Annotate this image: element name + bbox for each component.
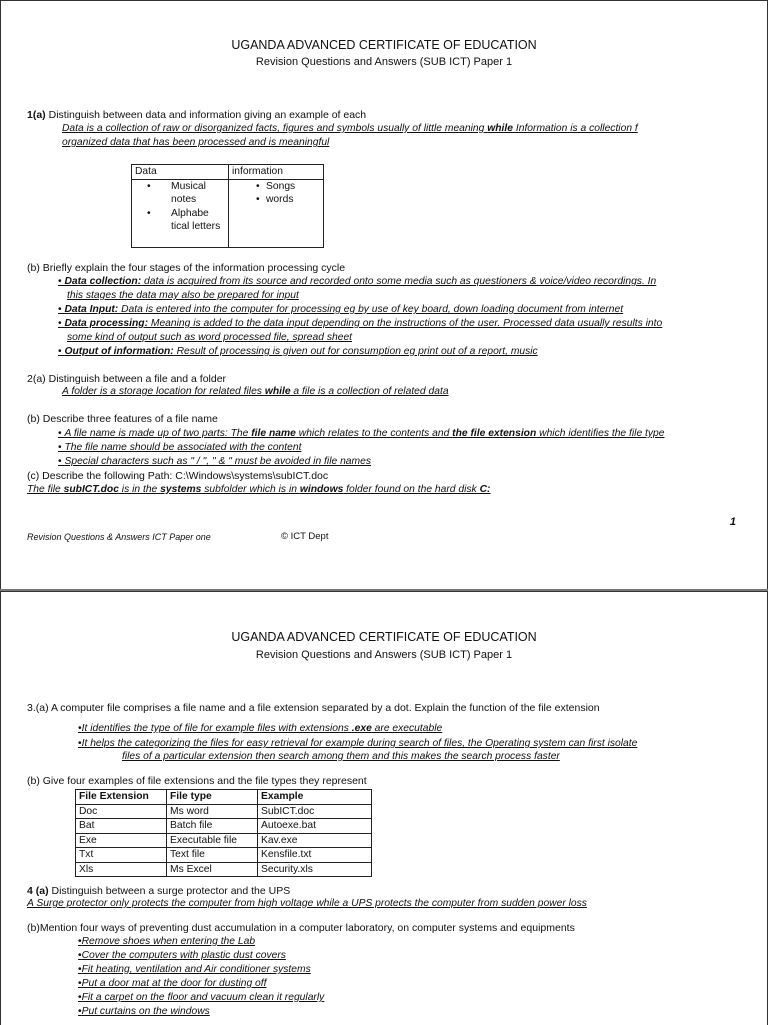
table-row <box>76 819 372 834</box>
question-number: 4 (a) <box>27 885 49 897</box>
list-item-file-name-content: • The file name should be associated with the content <box>58 442 302 453</box>
item-text: It helps the categorizing the files for easy retrieval for example during search of files, the Operating system can first isolate <box>81 738 638 749</box>
question-text: Briefly explain the four stages of the information processing cycle <box>42 262 346 274</box>
page-subtitle: Revision Questions and Answers (SUB ICT) Paper 1 <box>255 56 513 68</box>
list-item-data-processing-cont: some kind of output such as word processed file, spread sheet <box>67 332 353 343</box>
answer-4a: A Surge protector only protects the computer from high voltage while a UPS protects the computer from sudden power loss <box>27 898 587 909</box>
answer-text: a file is a collection of related data <box>290 386 449 397</box>
table-cell: Xls <box>76 862 167 877</box>
answer-text: folder found on the hard disk <box>343 484 480 495</box>
table-cell: Doc <box>76 804 167 819</box>
item-text: which relates to the contents and <box>295 428 453 439</box>
question-number: (c) <box>27 470 40 482</box>
question-text: Describe the following Path: C:\Windows\systems\subICT.doc <box>42 470 329 482</box>
stage-label: Data processing: <box>64 318 149 329</box>
list-item-extension-categorize-cont: files of a particular extension then search among them and this makes the search process faster <box>122 751 560 762</box>
list-item: • Alphabe tical letters <box>143 207 225 234</box>
list-item: • Musical notes <box>143 180 225 207</box>
table-cell: Kensfile.txt <box>258 848 372 863</box>
list-item-extension-categorize: •It helps the categorizing the files for easy retrieval for example during search of files, the Operating system can first isolate <box>78 738 638 749</box>
question-1a <box>27 109 366 121</box>
list-item: • Songs <box>252 180 320 194</box>
table-cell: Executable file <box>167 833 258 848</box>
table-header: File type <box>167 790 258 805</box>
question-number: 1(a) <box>27 109 46 121</box>
question-3b <box>27 775 367 787</box>
question-text: Mention four ways of preventing dust accumulation in a computer laboratory, on computer systems and equipments <box>39 922 575 934</box>
list-item-output: • Output of information: Result of processing is given out for consumption eg print out of a report, music <box>58 346 538 357</box>
table-cell: Ms word <box>167 804 258 819</box>
list-item-dust-3: •Fit heating, ventilation and Air conditioner systems <box>78 964 311 975</box>
question-4b <box>27 922 575 934</box>
item-text: Put a door mat at the door for dusting off <box>81 978 267 989</box>
answer-keyword: while <box>487 123 513 134</box>
table-header-row <box>76 790 372 805</box>
question-number: (b) <box>27 262 40 274</box>
answer-text: A folder is a storage location for related files <box>62 386 265 397</box>
table-cell: Autoexe.bat <box>258 819 372 834</box>
item-text: are executable <box>371 723 443 734</box>
list-item-extension-type: •It identifies the type of file for example files with extensions .exe are executable <box>78 723 443 734</box>
list-item-special-characters: • Special characters such as " / ", " & " must be avoided in file names <box>58 456 371 467</box>
answer-text: is in the <box>118 484 161 495</box>
item-keyword: the file extension <box>452 428 537 439</box>
table-cell: Bat <box>76 819 167 834</box>
answer-text: Information is a collection f <box>513 123 638 134</box>
item-keyword: file name <box>251 428 296 439</box>
stage-label: Data Input: <box>64 304 119 315</box>
table-row <box>76 833 372 848</box>
data-information-table <box>131 164 324 248</box>
list-item-data-input: • Data Input: Data is entered into the computer for processing eg by use of key board, down loading document from internet <box>58 304 624 315</box>
list-item-dust-2: •Cover the computers with plastic dust covers <box>78 950 286 961</box>
page-title: UGANDA ADVANCED CERTIFICATE OF EDUCATION <box>231 630 537 644</box>
question-text: Distinguish between data and information giving an example of each <box>48 109 367 121</box>
list-item-dust-4: •Put a door mat at the door for dusting off <box>78 978 267 989</box>
answer-keyword: systems <box>160 484 202 495</box>
item-text: Fit a carpet on the floor and vacuum clean it regularly <box>81 992 325 1003</box>
answer-1a-line2: organized data that has been processed and is meaningful <box>62 137 330 148</box>
stage-label: Data collection: <box>64 276 142 287</box>
table-cell: Ms Excel <box>167 862 258 877</box>
answer-text: The file <box>27 484 64 495</box>
table-cell: Txt <box>76 848 167 863</box>
answer-keyword: C: <box>479 484 491 495</box>
file-extensions-table <box>75 789 372 877</box>
list-item-dust-1: •Remove shoes when entering the Lab <box>78 936 256 947</box>
footer-copyright: © ICT Dept <box>281 531 329 542</box>
table-header-information: information <box>229 165 324 180</box>
question-text: Give four examples of file extensions and the file types they represent <box>42 775 367 787</box>
table-cell: Security.xls <box>258 862 372 877</box>
table-header-data: Data <box>132 165 229 180</box>
question-text: Describe three features of a file name <box>42 413 218 425</box>
list-item-data-collection: • Data collection: data is acquired from its source and recorded onto some media such as questioners & voice/video recordings. In <box>58 276 657 287</box>
answer-1a-line1 <box>62 123 638 134</box>
item-text: It identifies the type of file for example files with extensions <box>81 723 352 734</box>
item-text: Cover the computers with plastic dust covers <box>81 950 286 961</box>
item-text: Put curtains on the windows <box>81 1006 210 1017</box>
table-row <box>76 804 372 819</box>
table-cell-info-examples <box>229 179 324 247</box>
footer-left-text: Revision Questions & Answers ICT Paper one <box>27 532 211 542</box>
table-header: Example <box>258 790 372 805</box>
item-text: Remove shoes when entering the Lab <box>81 936 256 947</box>
stage-label: Output of information: <box>64 346 174 357</box>
question-4a <box>27 885 290 897</box>
table-header: File Extension <box>76 790 167 805</box>
table-cell-data-examples <box>132 179 229 247</box>
answer-2c <box>27 484 490 495</box>
page-number: 1 <box>729 516 736 528</box>
question-number: (b) <box>27 775 40 787</box>
item-keyword: .exe <box>351 723 372 734</box>
question-number: (b) <box>27 922 40 934</box>
list-item-data-collection-cont: this stages the data may also be prepared for input <box>67 290 299 301</box>
question-2a <box>27 373 226 385</box>
page-edge-left <box>0 1 1 591</box>
table-cell: SubICT.doc <box>258 804 372 819</box>
question-2b <box>27 413 218 425</box>
list-item-data-processing: • Data processing: Meaning is added to the data input depending on the instructions of the user. Processed data usually results into <box>58 318 663 329</box>
question-text: Distinguish between a surge protector and the UPS <box>51 885 291 897</box>
table-row <box>76 848 372 863</box>
answer-2a <box>62 386 449 397</box>
list-item-dust-6: •Put curtains on the windows <box>78 1006 210 1017</box>
question-1b <box>27 262 345 274</box>
answer-keyword: windows <box>299 484 344 495</box>
item-text: which identifies the file type <box>536 428 665 439</box>
stage-text: data is acquired from its source and recorded onto some media such as questioners & voice/video recordings. In <box>141 276 657 287</box>
item-text: Fit heating, ventilation and Air conditioner systems <box>81 964 311 975</box>
table-cell: Text file <box>167 848 258 863</box>
stage-text: Meaning is added to the data input depending on the instructions of the user. Processed data usually results into <box>148 318 663 329</box>
page-title: UGANDA ADVANCED CERTIFICATE OF EDUCATION <box>231 38 537 52</box>
question-number: (b) <box>27 413 40 425</box>
question-text: A computer file comprises a file name and a file extension separated by a dot. Explain the function of the file extension <box>50 702 600 714</box>
answer-keyword: while <box>264 386 291 397</box>
list-item: • words <box>252 193 320 207</box>
question-text: Distinguish between a file and a folder <box>48 373 227 385</box>
item-text: Special characters such as " / ", " & " must be avoided in file names <box>64 456 371 467</box>
list-item-file-name-parts: • A file name is made up of two parts: The file name which relates to the contents and the file extension which identifies the file type <box>58 428 665 439</box>
stage-text: Data is entered into the computer for processing eg by use of key board, down loading document from internet <box>118 304 624 315</box>
list-item-dust-5: •Fit a carpet on the floor and vacuum clean it regularly <box>78 992 325 1003</box>
table-row <box>76 862 372 877</box>
document-page-2 <box>0 591 768 1025</box>
question-number: 2(a) <box>27 373 46 385</box>
question-3a <box>27 702 600 714</box>
table-cell: Kav.exe <box>258 833 372 848</box>
item-text: A file name is made up of two parts: The <box>64 428 252 439</box>
table-cell: Batch file <box>167 819 258 834</box>
stage-text: Result of processing is given out for consumption eg print out of a report, music <box>173 346 538 357</box>
table-cell: Exe <box>76 833 167 848</box>
answer-text: subfolder which is in <box>201 484 300 495</box>
question-number: 3.(a) <box>27 702 49 714</box>
page-subtitle: Revision Questions and Answers (SUB ICT) Paper 1 <box>255 649 513 661</box>
answer-text: Data is a collection of raw or disorganized facts, figures and symbols usually of little meaning <box>62 123 488 134</box>
question-2c <box>27 470 328 482</box>
answer-keyword: subICT.doc <box>63 484 119 495</box>
item-text: The file name should be associated with the content <box>64 442 302 453</box>
